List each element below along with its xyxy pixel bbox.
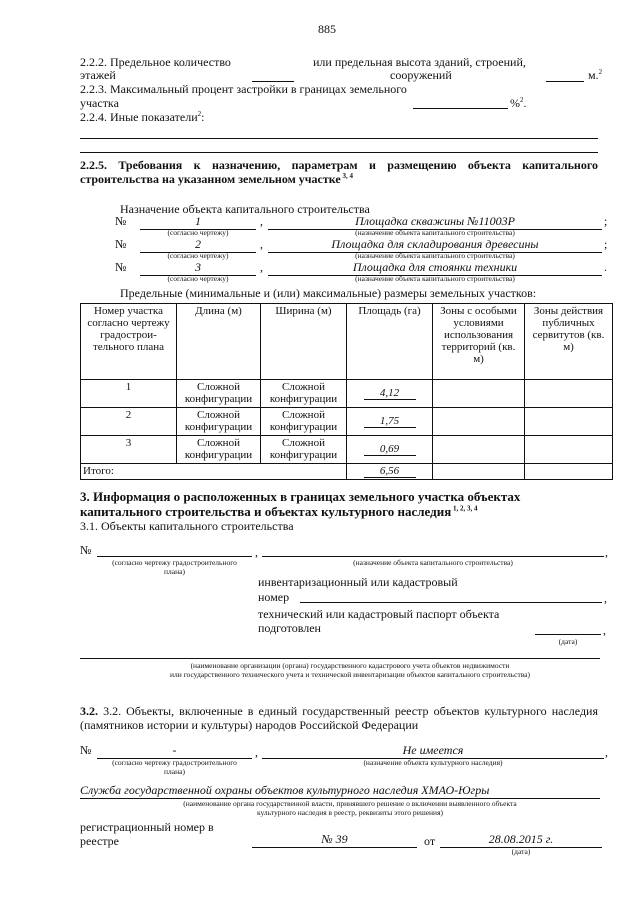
- obj3-no: №: [115, 260, 127, 274]
- inventory-label: инвентаризационный или кадастровый: [258, 575, 458, 589]
- header-length: Длина (м): [177, 304, 261, 380]
- s222-unit: м.$^2$: [588, 68, 603, 82]
- table-row: 2 Сложной конфигурации Сложной конфигурации 1,75: [81, 408, 613, 436]
- obj1-name: Площадка скважины №11003Р: [268, 214, 602, 230]
- obj2-name: Площадка для складирования древесины: [268, 237, 602, 253]
- s31-cap-right: (назначение объекта капитального строительства): [353, 558, 513, 567]
- s222-mid: или предельная высота зданий, строений,: [313, 55, 526, 69]
- s31-cap-left: (согласно чертежу градостроительного: [112, 558, 237, 567]
- total-value: 6,56: [364, 465, 416, 478]
- other-indicators-line-1: [80, 138, 598, 139]
- s32-cap-left: (согласно чертежу градостроительного: [112, 758, 237, 767]
- s222-mid2: сооружений: [390, 68, 452, 82]
- obj3-name: Площадка для стоянки техники: [268, 260, 602, 276]
- table-row: 1 Сложной конфигурации Сложной конфигурации 4,12: [81, 380, 613, 408]
- land-plots-table: [80, 303, 613, 480]
- s32-cap-left2: плана): [164, 767, 185, 776]
- obj2-number: 2: [140, 237, 256, 253]
- obj3-caption-left: (согласно чертежу): [167, 274, 229, 283]
- table-total-row: [81, 464, 613, 480]
- org-caption2: или государственного технического учета и технической инвентаризации объектов капитального строительства): [169, 670, 530, 679]
- s32-name: Не имеется: [262, 743, 604, 759]
- obj2-caption-left: (согласно чертежу): [167, 251, 229, 260]
- obj3-number: 3: [140, 260, 256, 276]
- passport-label: технический или кадастровый паспорт объекта: [258, 607, 500, 621]
- area-value: 4,12: [364, 387, 416, 400]
- s225-title2: строительства на указанном земельном участке $^{3, 4}$: [80, 172, 353, 186]
- s31-subtitle: 3.1. Объекты капитального строительства: [80, 519, 294, 533]
- header-servitude-zones: Зоны действия публичных сервитутов (кв. м): [525, 304, 613, 380]
- passport-date-caption: (дата): [558, 637, 578, 646]
- page-number: 885: [318, 22, 336, 36]
- table-header-row: [81, 304, 613, 380]
- s224-label: 2.2.4. Иные показатели$^2$:: [80, 110, 205, 124]
- reg-label2: реестре: [80, 834, 119, 848]
- s32-number: -: [97, 743, 252, 759]
- s31-name-field: [262, 556, 604, 557]
- table-row: 3 Сложной конфигурации Сложной конфигурации 0,69: [81, 436, 613, 464]
- s225-title: 2.2.5. Требования к назначению, параметрам и размещению объекта капитального: [80, 158, 598, 172]
- obj2-caption-right: (назначение объекта капитального строительства): [355, 251, 515, 260]
- authority-caption: (наименование органа государственной власти, принявшего решение о включении выявленного объекта: [183, 799, 517, 808]
- s3-title: 3. Информация о расположенных в границах земельного участка объектах: [80, 489, 521, 504]
- s32-cap-right: (назначение объекта культурного наследия): [363, 758, 503, 767]
- reg-from: от: [424, 834, 436, 848]
- org-caption: (наименование организации (органа) государственного кадастрового учета объектов недвижимости: [190, 661, 510, 670]
- total-label: Итого:: [81, 464, 347, 480]
- height-field: [546, 81, 584, 82]
- inventory-field: [300, 602, 602, 603]
- passport-date-field: [535, 634, 601, 635]
- s222-label: 2.2.2. Предельное количество: [80, 55, 231, 69]
- area-value: 0,69: [364, 443, 416, 456]
- authority-caption2: культурного наследия в реестр, реквизиты этого решения): [256, 808, 444, 817]
- area-value: 1,75: [364, 415, 416, 428]
- s31-no: №: [80, 543, 92, 557]
- percent-field: [413, 108, 508, 109]
- s32-title2: (памятников истории и культуры) народов Российской Федерации: [80, 718, 419, 732]
- sizes-heading: Предельные (минимальные и (или) максимальные) размеры земельных участков:: [120, 286, 537, 300]
- header-special-zones: Зоны с особыми условиями использования территорий (кв. м): [433, 304, 525, 380]
- s223-unit: %$^2$.: [510, 96, 527, 110]
- s223-label: 2.2.3. Максимальный процент застройки в границах земельного: [80, 82, 407, 96]
- obj1-caption-right: (назначение объекта капитального строительства): [355, 228, 515, 237]
- header-plot-number: Номер участка согласно чертежу градострои-тельного плана: [81, 304, 177, 380]
- obj3-caption-right: (назначение объекта капитального строительства): [355, 274, 515, 283]
- obj2-no: №: [115, 237, 127, 251]
- inventory-label2: номер: [258, 590, 290, 604]
- s3-title2: капитального строительства и объектах культурного наследия $^{1, 2, 3, 4}$: [80, 504, 478, 519]
- obj1-number: 1: [140, 214, 256, 230]
- reg-label: регистрационный номер в: [80, 820, 214, 834]
- reg-number: № 39: [252, 832, 417, 848]
- purpose-heading: Назначение объекта капитального строительства: [120, 202, 370, 216]
- s31-number-field: [97, 556, 252, 557]
- org-field: [80, 658, 600, 659]
- header-area: Площадь (га): [347, 304, 433, 380]
- reg-date-caption: (дата): [511, 847, 531, 856]
- reg-date: 28.08.2015 г.: [440, 832, 602, 848]
- header-width: Ширина (м): [261, 304, 347, 380]
- authority-name: Служба государственной охраны объектов культурного наследия ХМАО-Югры: [80, 783, 600, 799]
- s222-label2: этажей: [80, 68, 116, 82]
- s223-label2: участка: [80, 96, 119, 110]
- s31-cap-left2: плана): [164, 567, 185, 576]
- passport-label2: подготовлен: [258, 621, 321, 635]
- obj1-caption-left: (согласно чертежу): [167, 228, 229, 237]
- s32-no: №: [80, 743, 92, 757]
- s32-title: 3.2. 3.2. Объекты, включенные в единый государственный реестр объектов культурного наследия: [80, 704, 598, 718]
- obj1-no: №: [115, 214, 127, 228]
- other-indicators-line-2: [80, 152, 598, 153]
